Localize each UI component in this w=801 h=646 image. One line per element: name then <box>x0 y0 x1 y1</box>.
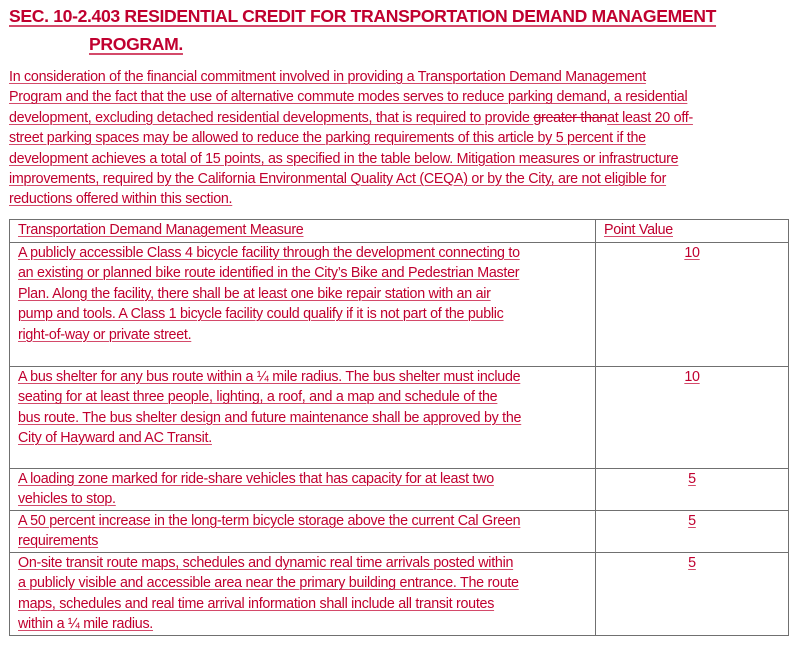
header-measure <box>10 220 596 243</box>
points-cell <box>596 469 789 511</box>
measure-cell <box>10 553 596 636</box>
measure-cell <box>10 367 596 469</box>
point-value: 5 <box>688 471 696 487</box>
table-row <box>10 553 789 636</box>
intro-line-inserted-text: development, excluding detached residential developments, that is required to provide <box>9 109 534 126</box>
table-header-row <box>10 220 789 243</box>
measure-line: A 50 percent increase in the long-term bicycle storage above the current Cal Green <box>18 513 521 529</box>
header-points-label: Point Value <box>604 222 673 238</box>
measure-line: pump and tools. A Class 1 bicycle facility could qualify if it is not part of the public <box>18 306 504 323</box>
tdm-measures-table <box>9 219 789 636</box>
table-row <box>10 511 789 553</box>
measure-line: right-of-way or private street. <box>18 326 192 343</box>
intro-line: Program and the fact that the use of alternative commute modes serves to reduce parking demand, a residential <box>9 89 688 106</box>
point-value: 10 <box>684 369 700 385</box>
intro-line: In consideration of the financial commitment involved in providing a Transportation Demand Management <box>9 69 646 85</box>
measure-line: maps, schedules and real time arrival information shall include all transit routes <box>18 595 495 612</box>
table-row <box>10 243 789 367</box>
measure-line: Plan. Along the facility, there shall be at least one bike repair station with an air <box>18 285 491 302</box>
points-cell <box>596 367 789 469</box>
measure-line: A loading zone marked for ride-share vehicles that has capacity for at least two <box>18 471 494 487</box>
point-value: 5 <box>688 513 696 529</box>
table-row <box>10 469 789 511</box>
measure-line: City of Hayward and AC Transit. <box>18 430 212 447</box>
intro-line: reductions offered within this section. <box>9 191 233 208</box>
points-cell <box>596 553 789 636</box>
measure-line: seating for at least three people, lighting, a roof, and a map and schedule of the <box>18 389 498 406</box>
measure-line: within a ¼ mile radius. <box>18 616 154 633</box>
intro-line: development achieves a total of 15 points, as specified in the table below. Mitigation measures or infrastructure <box>9 150 679 167</box>
measure-line: bus route. The bus shelter design and future maintenance shall be approved by the <box>18 409 522 426</box>
measure-cell <box>10 511 596 553</box>
intro-line: street parking spaces may be allowed to reduce the parking requirements of this article by 5 percent if the <box>9 130 646 147</box>
measure-cell <box>10 469 596 511</box>
point-value: 10 <box>684 245 700 261</box>
points-cell <box>596 243 789 367</box>
measure-line: A bus shelter for any bus route within a ¼ mile radius. The bus shelter must include <box>18 369 521 385</box>
table-row <box>10 367 789 469</box>
header-measure-label: Transportation Demand Management Measure <box>18 222 304 238</box>
intro-line-inserted-text: at least 20 off- <box>607 109 693 126</box>
section-title <box>9 2 716 58</box>
point-value: 5 <box>688 555 696 571</box>
measure-line: a publicly visible and accessible area near the primary building entrance. The route <box>18 575 519 592</box>
section-title-line-1: SEC. 10-2.403 RESIDENTIAL CREDIT FOR TRANSPORTATION DEMAND MANAGEMENT <box>9 6 717 26</box>
deleted-text: greater than <box>533 109 608 126</box>
measure-line: vehicles to stop. <box>18 491 116 508</box>
measure-line: A publicly accessible Class 4 bicycle facility through the development connecting to <box>18 245 520 261</box>
section-title-line-2: PROGRAM. <box>89 34 183 54</box>
measure-line: an existing or planned bike route identified in the City’s Bike and Pedestrian Master <box>18 265 520 282</box>
measure-cell <box>10 243 596 367</box>
measure-line: requirements <box>18 533 99 550</box>
intro-paragraph <box>9 67 799 210</box>
measure-line: On-site transit route maps, schedules and dynamic real time arrivals posted within <box>18 555 514 571</box>
intro-line: improvements, required by the California Environmental Quality Act (CEQA) or by the City, are not eligible for <box>9 171 667 188</box>
points-cell <box>596 511 789 553</box>
header-points <box>596 220 789 243</box>
